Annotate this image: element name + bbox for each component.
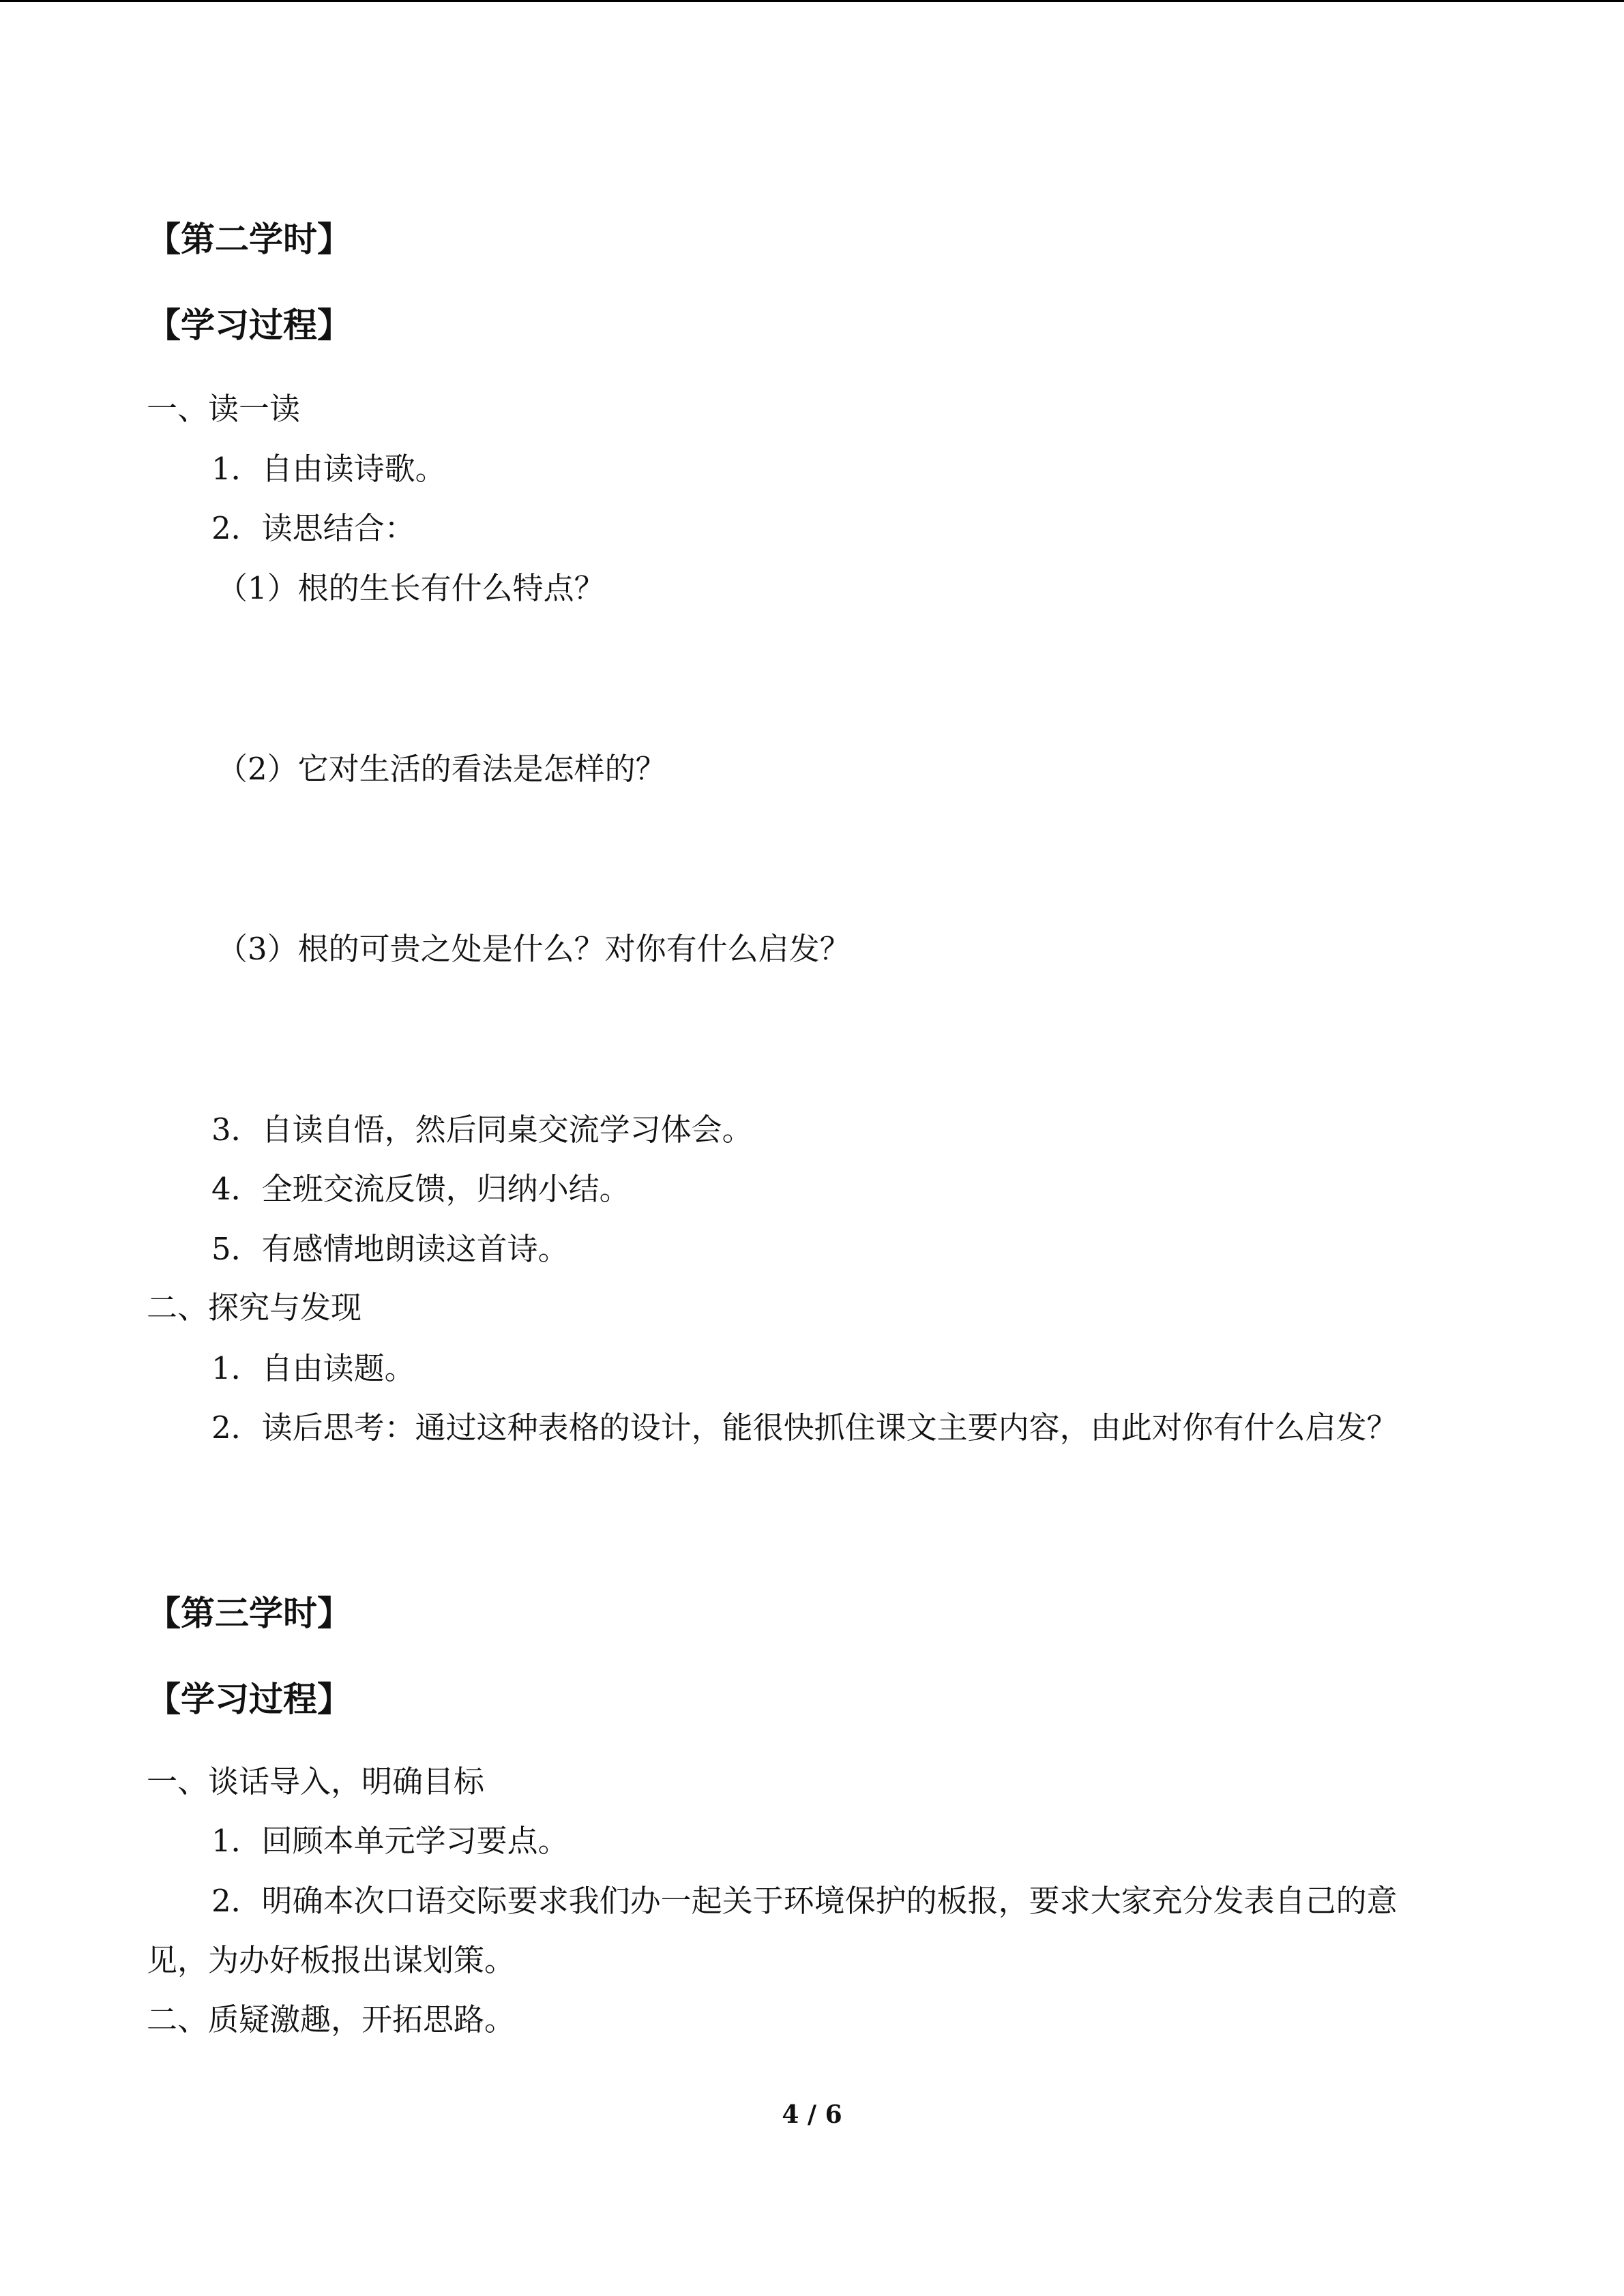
session2-question-1: （1）根的生长有什么特点？	[217, 570, 605, 606]
page-number: 4 / 6	[782, 2100, 842, 2129]
session2-part1-step5: 5．有感情地朗读这首诗。	[211, 1231, 569, 1267]
session2-part2-step1: 1．自由读题。	[211, 1350, 415, 1386]
session3-part1-step1: 1．回顾本单元学习要点。	[211, 1823, 569, 1859]
session2-part1-step4: 4．全班交流反馈，归纳小结。	[211, 1171, 630, 1207]
session3-part1-heading: 一、谈话导入，明确目标	[147, 1763, 485, 1800]
session3-part1-step2-line1: 2．明确本次口语交际要求我们办一起关于环境保护的板报，要求大家充分发表自己的意	[211, 1883, 1398, 1919]
session2-question-2: （2）它对生活的看法是怎样的？	[217, 751, 666, 787]
session2-part1-heading: 一、读一读	[147, 391, 301, 427]
session3-part2-heading: 二、质疑激趣，开拓思路。	[147, 2001, 516, 2038]
session3-part1-step2-line2: 见，为办好板报出谋划策。	[147, 1942, 516, 1978]
session2-part2-heading: 二、探究与发现	[147, 1289, 362, 1326]
session2-question-3: （3）根的可贵之处是什么？对你有什么启发？	[217, 931, 851, 967]
session2-part1-step1: 1．自由读诗歌。	[211, 451, 446, 487]
session2-process-heading: 【学习过程】	[147, 305, 351, 345]
session2-title: 【第二学时】	[147, 219, 351, 259]
session3-title: 【第三学时】	[147, 1593, 351, 1633]
top-border-rule	[0, 0, 1624, 2]
session2-part1-step2: 2．读思结合：	[211, 510, 415, 546]
session2-part1-step3: 3．自读自悟，然后同桌交流学习体会。	[211, 1112, 753, 1148]
session2-part2-step2: 2．读后思考：通过这种表格的设计，能很快抓住课文主要内容，由此对你有什么启发？	[211, 1410, 1398, 1446]
session3-process-heading: 【学习过程】	[147, 1679, 351, 1719]
